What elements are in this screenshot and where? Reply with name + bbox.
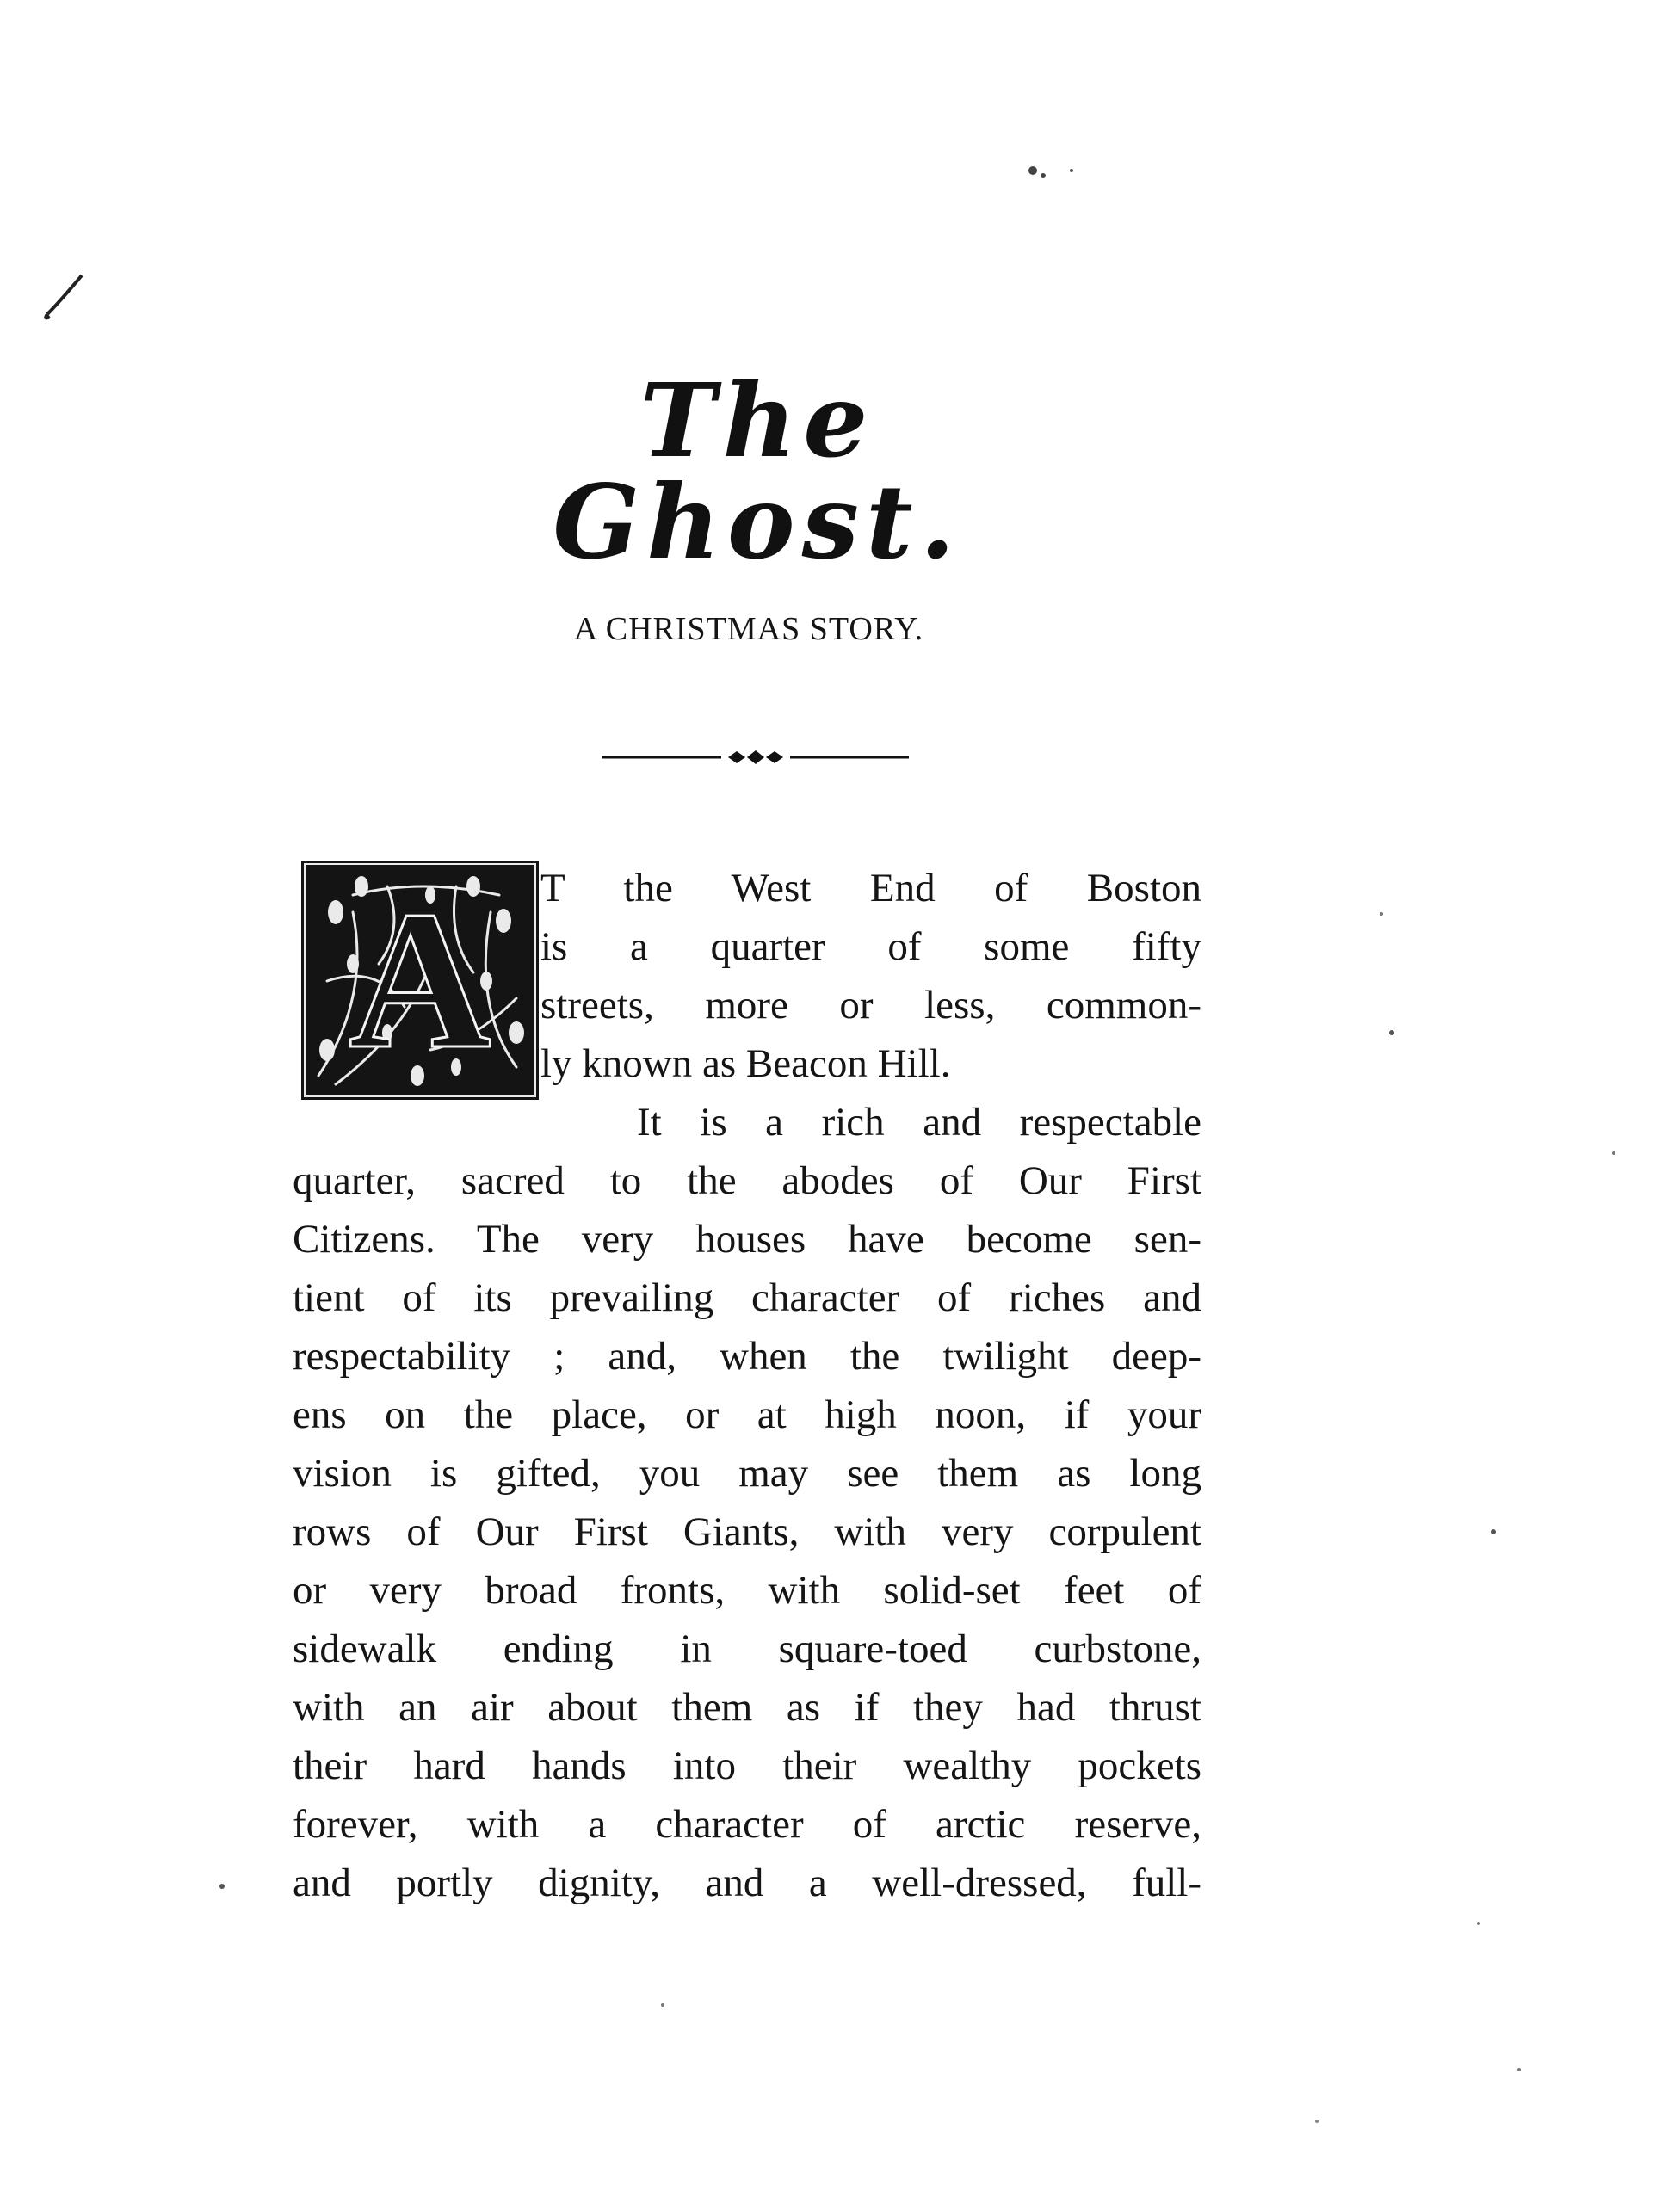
text-line: with an air about them as if they had thrust: [293, 1685, 1201, 1730]
text-line: streets, more or less, common-: [540, 983, 1201, 1028]
text-line: vision is gifted, you may see them as long: [293, 1451, 1201, 1496]
decorated-initial: [301, 861, 539, 1100]
text-line: sidewalk ending in square-toed curbstone,: [293, 1626, 1201, 1671]
text-line: T the West End of Boston: [540, 866, 1201, 910]
text-line: and portly dignity, and a well-dressed, full-: [293, 1861, 1201, 1905]
drop-cap-letter: A: [348, 870, 492, 1089]
page-title: The Ghost.: [553, 361, 962, 582]
body-text: [293, 1093, 1201, 1912]
text-line: is a quarter of some fifty: [540, 924, 1201, 969]
text-line: Citizens. The very houses have become sen-: [293, 1217, 1201, 1262]
text-line: their hard hands into their wealthy pockets: [293, 1744, 1201, 1788]
text-line: It is a rich and respectable: [637, 1100, 1201, 1145]
ornamental-divider: [602, 747, 909, 768]
text-line: respectability ; and, when the twilight deep-: [293, 1334, 1201, 1379]
text-line: ens on the place, or at high noon, if your: [293, 1392, 1201, 1437]
opening-lines: [540, 859, 1201, 1093]
text-line: tient of its prevailing character of riches and: [293, 1275, 1201, 1320]
text-line: forever, with a character of arctic reserve,: [293, 1802, 1201, 1847]
text-line: or very broad fronts, with solid-set feet of: [293, 1568, 1201, 1613]
page-subtitle: A CHRISTMAS STORY.: [573, 611, 924, 647]
text-line: ly known as Beacon Hill.: [540, 1041, 951, 1086]
text-line: rows of Our First Giants, with very corpulent: [293, 1509, 1201, 1554]
text-line: quarter, sacred to the abodes of Our First: [293, 1158, 1201, 1203]
